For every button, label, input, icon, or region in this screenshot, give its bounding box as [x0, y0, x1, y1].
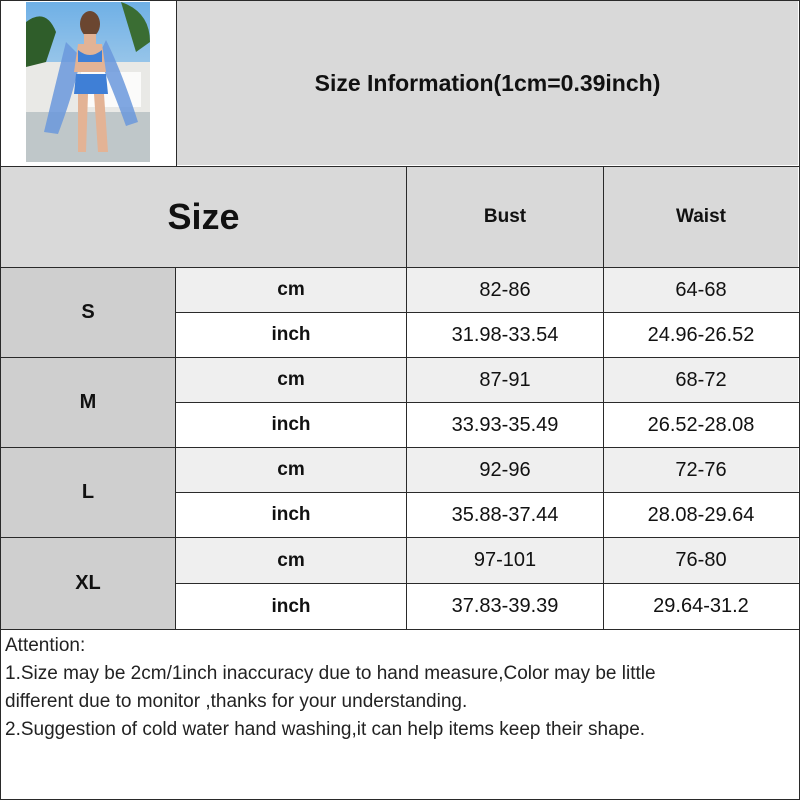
- bust-column-header: [407, 167, 603, 267]
- waist-cell: 26.52-28.08: [604, 403, 798, 447]
- table-row: [176, 448, 406, 492]
- size-header-label: Size: [167, 196, 240, 237]
- table-row: [176, 538, 406, 583]
- size-label-s: S: [1, 268, 175, 357]
- bust-cell: 92-96: [407, 448, 603, 492]
- bust-cell: 33.93-35.49: [407, 403, 603, 447]
- attention-heading: Attention:: [5, 635, 86, 656]
- table-row: [176, 493, 406, 537]
- unit-label: inch: [271, 504, 311, 525]
- waist-cell: 29.64-31.2: [604, 584, 798, 629]
- product-photo: [26, 2, 150, 162]
- unit-label: cm: [277, 459, 305, 480]
- unit-label: inch: [271, 595, 311, 617]
- unit-label: inch: [271, 324, 311, 345]
- note-line: different due to monitor ,thanks for your understanding.: [5, 691, 468, 712]
- waist-header-label: Waist: [676, 206, 726, 227]
- bust-cell: 37.83-39.39: [407, 584, 603, 629]
- unit-label: inch: [271, 414, 311, 435]
- bust-cell: 82-86: [407, 268, 603, 312]
- product-photo-illustration: [26, 2, 150, 162]
- size-label-m: M: [1, 358, 175, 447]
- unit-label: cm: [277, 549, 305, 571]
- page-title: Size Information(1cm=0.39inch): [314, 69, 661, 96]
- waist-cell: 64-68: [604, 268, 798, 312]
- bust-header-label: Bust: [483, 206, 527, 227]
- size-label-l: L: [1, 448, 175, 537]
- waist-cell: 28.08-29.64: [604, 493, 798, 537]
- table-row: [176, 268, 406, 312]
- unit-label: cm: [277, 279, 305, 300]
- unit-label: cm: [277, 369, 305, 390]
- table-row: [176, 403, 406, 447]
- size-info-title-cell: [177, 1, 798, 165]
- bust-cell: 87-91: [407, 358, 603, 402]
- note-line: 1.Size may be 2cm/1inch inaccuracy due to hand measure,Color may be little: [5, 663, 656, 684]
- attention-notes: [5, 632, 795, 744]
- note-line: 2.Suggestion of cold water hand washing,it can help items keep their shape.: [5, 719, 646, 740]
- table-row: [176, 358, 406, 402]
- size-column-header: [1, 167, 406, 267]
- bust-cell: 97-101: [407, 538, 603, 583]
- table-row: [176, 584, 406, 629]
- waist-cell: 24.96-26.52: [604, 313, 798, 357]
- bust-cell: 31.98-33.54: [407, 313, 603, 357]
- waist-cell: 68-72: [604, 358, 798, 402]
- waist-column-header: [604, 167, 798, 267]
- waist-cell: 72-76: [604, 448, 798, 492]
- waist-cell: 76-80: [604, 538, 798, 583]
- bust-cell: 35.88-37.44: [407, 493, 603, 537]
- size-label-xl: XL: [1, 538, 175, 629]
- table-row: [176, 313, 406, 357]
